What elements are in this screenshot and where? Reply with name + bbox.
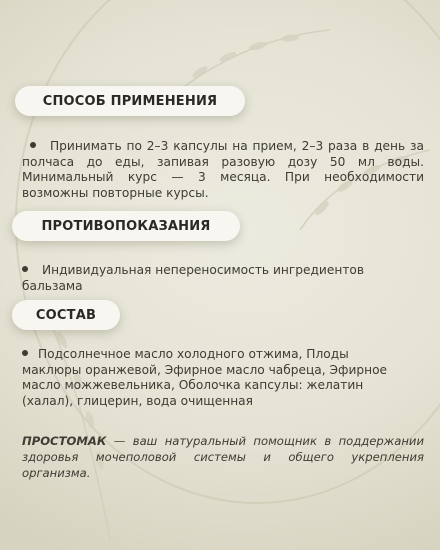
usage-text: Принимать по 2–3 капсулы на прием, 2–3 раза в день за полчаса до еды, запивая разовую дозу 50 мл воды. Минимальный курс — 3 месяца. При необходимости возможны повторные курсы.	[22, 139, 424, 200]
bullet-icon	[22, 350, 28, 356]
section-title-contraindications	[12, 211, 240, 241]
section-title-text: СПОСОБ ПРИМЕНЕНИЯ	[42, 93, 218, 109]
section-title-text: СОСТАВ	[35, 307, 97, 323]
usage-paragraph	[22, 139, 424, 201]
composition-paragraph	[22, 347, 402, 409]
contraindications-paragraph	[22, 263, 424, 294]
bullet-icon	[22, 266, 28, 272]
footer-text: — ваш натуральный помощник в поддержании здоровья мочеполовой системы и общего укрепления организма.	[22, 434, 424, 480]
bullet-icon	[30, 142, 36, 148]
section-title-composition	[12, 300, 120, 330]
section-title-text: ПРОТИВОПОКАЗАНИЯ	[41, 218, 211, 234]
footer-tagline	[22, 433, 424, 481]
contraindications-text: Индивидуальная непереносимость ингредиентов бальзама	[22, 263, 365, 293]
section-title-usage	[15, 86, 245, 116]
composition-text: Подсолнечное масло холодного отжима, Плоды маклюры оранжевой, Эфирное масло чабреца, Эфирное масло можжевельника, Оболочка капсулы: желатин (халал), глицерин, вода очищенная	[22, 347, 388, 408]
brand-name: ПРОСТОМАК	[22, 434, 107, 448]
